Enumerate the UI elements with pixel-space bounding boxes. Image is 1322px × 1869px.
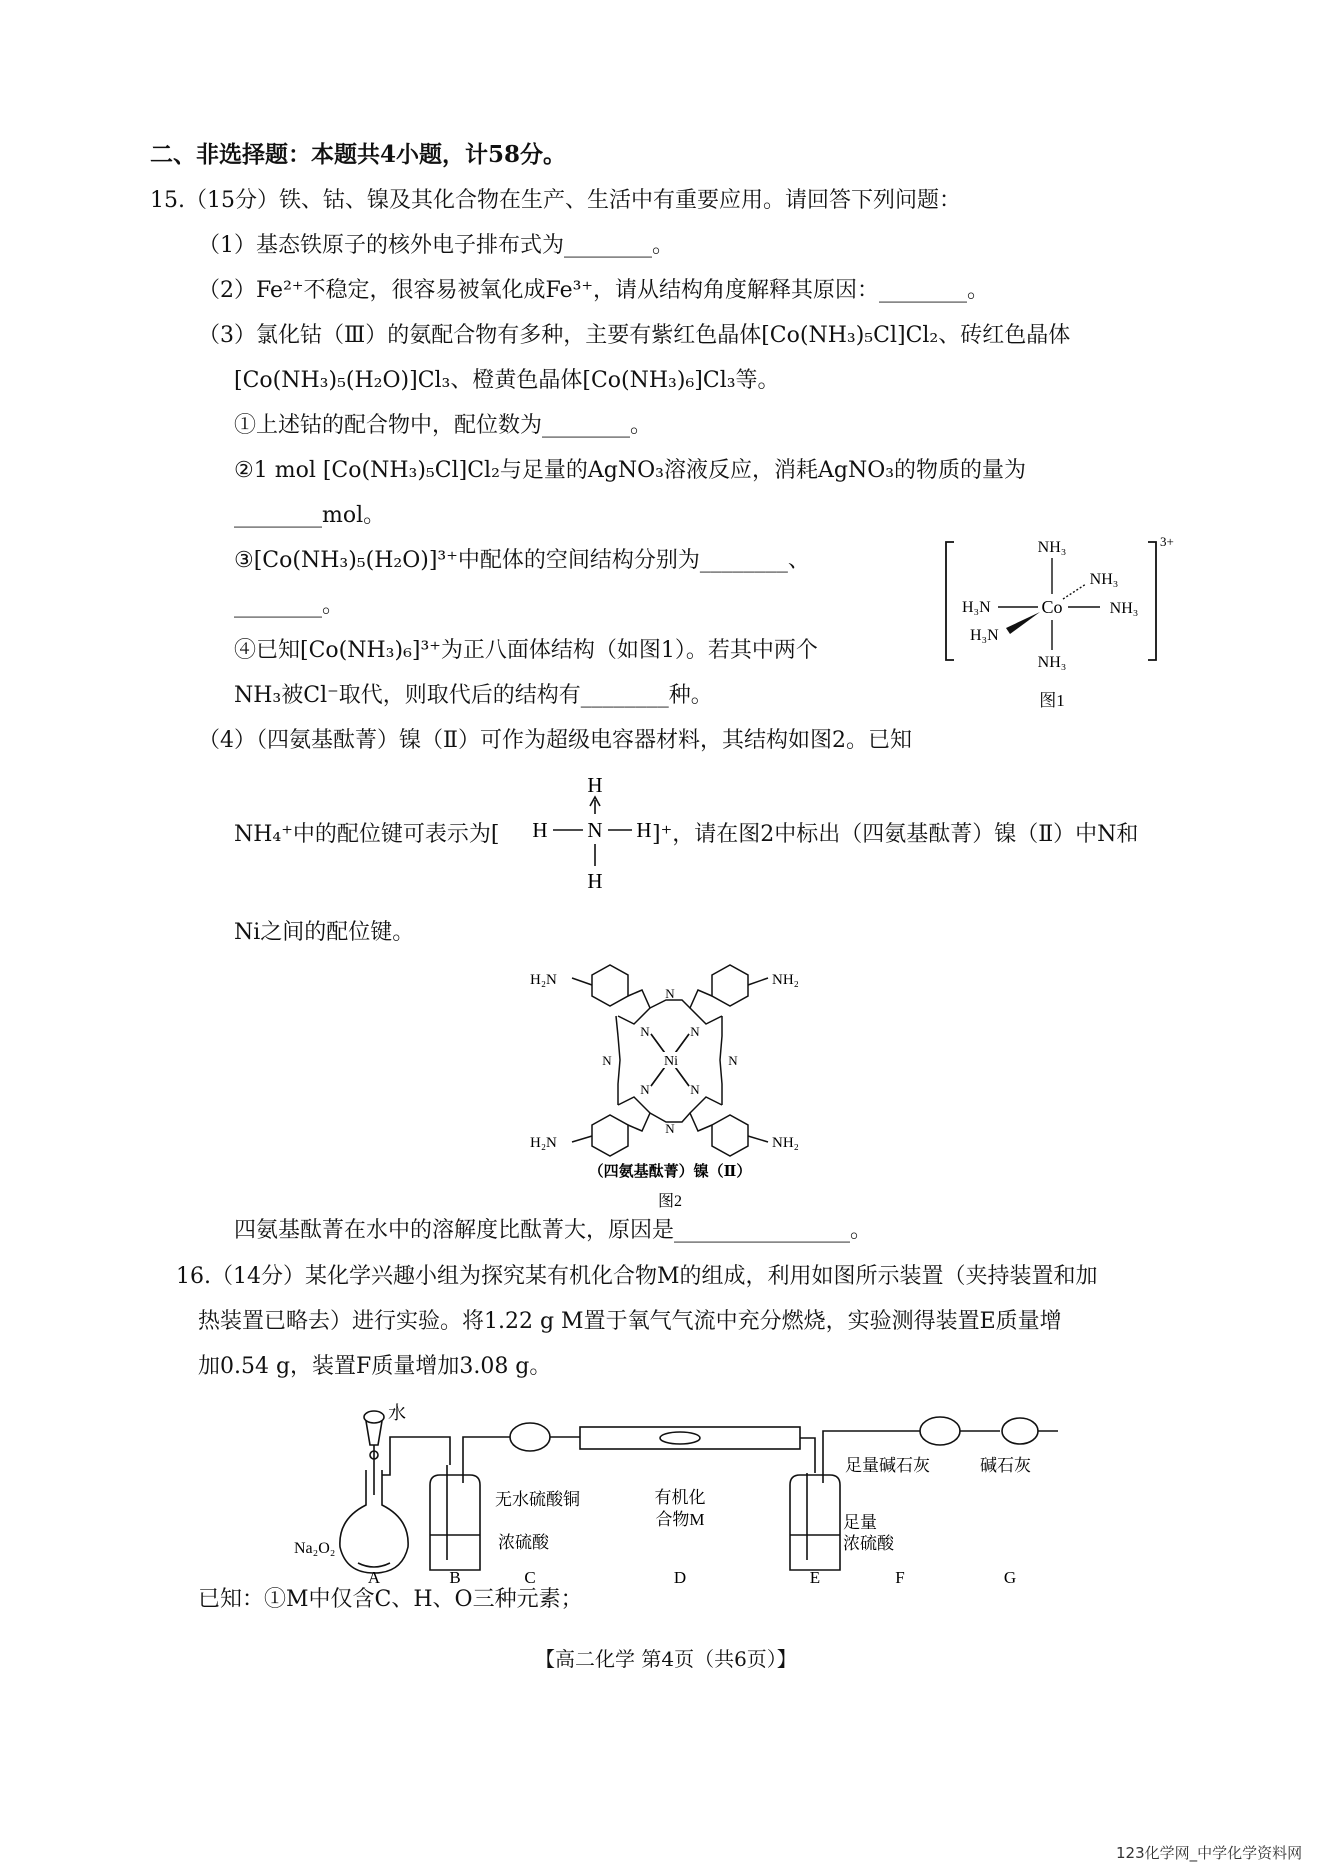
label-na2o2: Na₂O₂ (294, 1540, 336, 1557)
fig2-n-bridge-right: N (728, 1053, 738, 1068)
letter-g: G (1003, 1568, 1017, 1587)
q15-intro: 15.（15分）铁、钴、镍及其化合物在生产、生活中有重要应用。请回答下列问题： (150, 188, 961, 213)
label-organic-2: 合物M (655, 1510, 705, 1529)
bracket-right (1148, 542, 1156, 660)
fig1-ligand-bottom: NH₃ (1037, 654, 1067, 671)
separatory-funnel (366, 1421, 382, 1445)
nh4-h-left: H (532, 818, 548, 842)
drying-bulb-c (510, 1423, 550, 1451)
label-water: 水 (388, 1403, 406, 1423)
label-conc-h2so4-e: 浓硫酸 (843, 1534, 894, 1553)
letter-b: B (449, 1568, 461, 1587)
fig2-amine-bottom-right: NH₂ (772, 1135, 799, 1151)
fig2-amine-bottom-left: H₂N (530, 1135, 557, 1151)
page-footer: 【高二化学 第4页（共6页）】 (535, 1647, 797, 1671)
nh4-h-top: H (587, 773, 603, 797)
fig2-center: Ni (664, 1054, 678, 1069)
tube-d-e (800, 1438, 815, 1473)
letter-f: F (895, 1568, 905, 1587)
flask-solid (358, 1563, 390, 1567)
gas-bottle-e (790, 1475, 840, 1570)
fig2-n-coord-4: N (690, 1082, 700, 1097)
fig2-n-coord-2: N (690, 1024, 700, 1039)
fig1-ligand-left: H₃N (962, 599, 991, 616)
q15-sub3-line2: ________。 (234, 593, 345, 618)
q15-part4-line4: 四氨基酞菁在水中的溶解度比酞菁大，原因是________________。 (234, 1218, 873, 1243)
q15-part3-line1: （3）氯化钴（Ⅲ）的氨配合物有多种，主要有紫红色晶体[Co(NH₃)₅Cl]Cl₂、砖红色晶体 (198, 323, 1071, 348)
gas-bottle-b (430, 1475, 480, 1570)
nh4-h-bottom: H (587, 869, 603, 893)
drying-bulb-g (1002, 1418, 1038, 1444)
sample-boat (660, 1432, 700, 1444)
letter-e: E (809, 1568, 821, 1587)
q15-sub3-line1: ③[Co(NH₃)₅(H₂O)]³⁺中配体的空间结构分别为________、 (234, 548, 810, 573)
label-organic-1: 有机化 (654, 1488, 706, 1507)
letter-d: D (673, 1568, 687, 1587)
label-excess: 足量 (843, 1513, 877, 1532)
label-soda: 碱石灰 (980, 1456, 1031, 1475)
q15-sub2-line1: ②1 mol [Co(NH₃)₅Cl]Cl₂与足量的AgNO₃溶液反应，消耗AgNO₃的物质的量为 (234, 458, 1027, 483)
q15-part4-line2-post: ]⁺，请在图2中标出（四氨基酞菁）镍（Ⅱ）中N和 (652, 822, 1139, 847)
fig1-ligand-back-right: NH₃ (1089, 571, 1119, 588)
fig2-n-bridge-top: N (665, 986, 675, 1001)
nh4-n: N (587, 818, 603, 842)
q15-sub4-line2: NH₃被Cl⁻取代，则取代后的结构有________种。 (234, 683, 713, 708)
fig2-amine-top-right: NH₂ (772, 972, 799, 988)
label-cuso4: 无水硫酸铜 (495, 1490, 580, 1509)
letter-a: A (367, 1568, 381, 1587)
tube-a-b (382, 1437, 450, 1475)
fig2-compound-name: （四氨基酞菁）镍（Ⅱ） (588, 1164, 752, 1180)
fig2-n-coord-1: N (640, 1024, 650, 1039)
q15-part1: （1）基态铁原子的核外电子排布式为________。 (198, 233, 674, 258)
fig1-caption: 图1 (1039, 691, 1065, 710)
fig1-ligand-right: NH₃ (1109, 600, 1139, 617)
nh4-h-right: H (636, 818, 652, 842)
fig2-n-bridge-bottom: N (665, 1121, 675, 1136)
fig2-amine-top-left: H₂N (530, 972, 557, 988)
drying-bulb-f (920, 1417, 960, 1445)
combustion-tube-d (580, 1427, 800, 1449)
fig1-ligand-top: NH₃ (1037, 539, 1067, 556)
q15-part4-line1: （4）（四氨基酞菁）镍（Ⅱ）可作为超级电容器材料，其结构如图2。已知 (198, 728, 912, 753)
q16-known: 已知：①M中仅含C、H、O三种元素； (198, 1587, 583, 1612)
fig1-ligand-front-left: H₃N (970, 627, 999, 644)
q16-line1: 16.（14分）某化学兴趣小组为探究某有机化合物M的组成，利用如图所示装置（夹持装置和加 (176, 1264, 1098, 1289)
fig1-charge: 3+ (1160, 534, 1174, 549)
apparatus-diagram (280, 1395, 1060, 1585)
ammonium-structure (520, 770, 650, 900)
figure-2 (510, 950, 830, 1215)
q15-sub2-line2: ________mol。 (234, 503, 386, 528)
section-title: 二、非选择题：本题共4小题，计58分。 (150, 141, 567, 168)
q15-sub1: ①上述钴的配合物中，配位数为________。 (234, 413, 653, 438)
fig1-bond-back-right (1063, 584, 1086, 599)
watermark: 123化学网_中学化学资料网 (1116, 1844, 1303, 1862)
tube-b-c (463, 1437, 510, 1465)
q15-part2: （2）Fe²⁺不稳定，很容易被氧化成Fe³⁺，请从结构角度解释其原因：________。 (198, 278, 990, 303)
fig1-wedge-bond (1006, 612, 1040, 634)
q16-line3: 加0.54 g，装置F质量增加3.08 g。 (198, 1354, 552, 1379)
fig2-n-bridge-left: N (602, 1053, 612, 1068)
fig2-n-coord-3: N (640, 1082, 650, 1097)
bracket-left (946, 542, 954, 660)
q15-part3-line2: [Co(NH₃)₅(H₂O)]Cl₃、橙黄色晶体[Co(NH₃)₆]Cl₃等。 (234, 368, 780, 393)
fig1-center: Co (1041, 597, 1063, 617)
letter-c: C (524, 1568, 536, 1587)
q16-line2: 热装置已略去）进行实验。将1.22 g M置于氧气气流中充分燃烧，实验测得装置E质量增 (198, 1309, 1062, 1334)
q15-part4-line3: Ni之间的配位键。 (234, 920, 415, 945)
separatory-funnel-top (364, 1411, 384, 1423)
label-soda-excess: 足量碱石灰 (845, 1456, 930, 1475)
figure-1 (940, 532, 1174, 732)
q15-part4-line2-pre: NH₄⁺中的配位键可表示为[ (234, 822, 500, 847)
label-conc-h2so4-b: 浓硫酸 (498, 1533, 549, 1552)
q15-sub4-line1: ④已知[Co(NH₃)₆]³⁺为正八面体结构（如图1）。若其中两个 (234, 638, 818, 663)
fig2-caption: 图2 (657, 1193, 683, 1210)
